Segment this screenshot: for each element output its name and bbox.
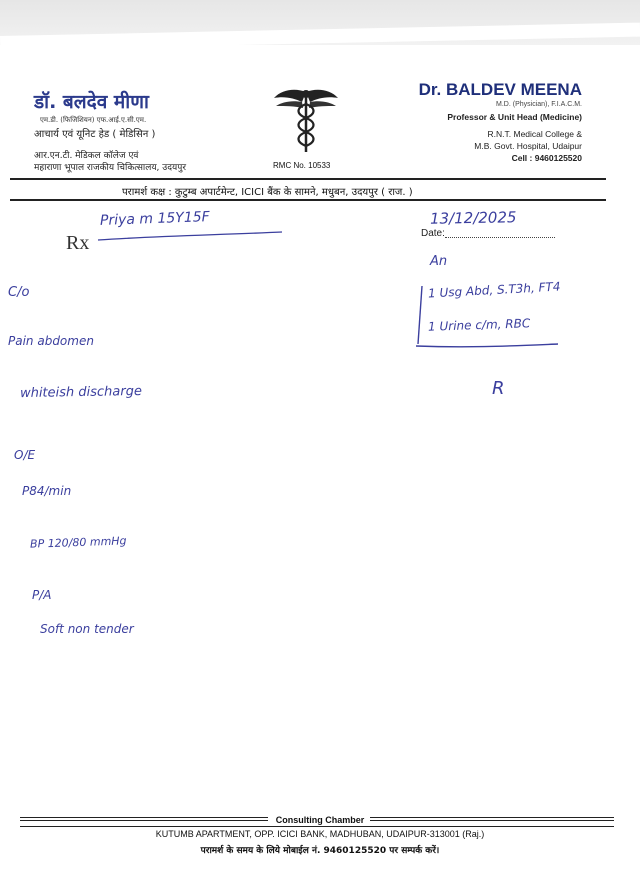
college-english-line2: M.B. Govt. Hospital, Udaipur bbox=[474, 141, 582, 151]
doctor-title-hindi: आचार्य एवं यूनिट हेड ( मेडिसिन ) bbox=[34, 129, 156, 140]
doctor-title-english: Professor & Unit Head (Medicine) bbox=[447, 112, 582, 122]
handwritten-exam-head: O/E bbox=[14, 448, 36, 462]
handwritten-complaint-2: whiteish discharge bbox=[19, 383, 143, 402]
footer-phone: परामर्श के समय के लिये मोबाईल नं. 9460125520 पर सम्पर्क करें। bbox=[200, 846, 440, 856]
handwritten-signature: R bbox=[492, 378, 505, 399]
handwritten-pa-finding: Soft non tender bbox=[40, 622, 134, 636]
rmc-number: RMC No. 10533 bbox=[273, 161, 331, 170]
doctor-degrees-english: M.D. (Physician), F.I.A.C.M. bbox=[496, 101, 582, 108]
header-rule-bottom bbox=[10, 199, 606, 201]
doctor-name-hindi: डॉ. बलदेव मीणा bbox=[34, 91, 149, 113]
handwritten-advice-line1: 1 Usg Abd, S.T3h, FT4 bbox=[427, 279, 561, 301]
consult-address-hindi: परामर्श कक्ष : कुटुम्ब अपार्टमेन्ट, ICICI बैंक के सामने, मधुबन, उदयपुर ( राज. ) bbox=[122, 187, 413, 198]
footer-title: Consulting Chamber bbox=[275, 815, 365, 825]
doctor-cell: Cell : 9460125520 bbox=[511, 153, 582, 163]
date-dotted-line bbox=[445, 237, 555, 238]
handwritten-advice-head: An bbox=[430, 254, 448, 269]
handwritten-patient: Priya m 15Y15F bbox=[99, 209, 210, 229]
handwritten-complaint-1: Pain abdomen bbox=[8, 334, 94, 348]
footer-rule-full bbox=[20, 826, 614, 827]
caduceus-icon bbox=[272, 86, 340, 156]
handwritten-complaints-head: C/o bbox=[8, 285, 30, 300]
footer-address: KUTUMB APARTMENT, OPP. ICICI BANK, MADHUBAN, UDAIPUR-313001 (Raj.) bbox=[155, 829, 485, 839]
handwritten-advice-line2: 1 Urine c/m, RBC bbox=[427, 316, 531, 334]
doctor-degrees-hindi: एम.डी. (फिजिशियन) एफ.आई.ए.सी.एम. bbox=[40, 116, 147, 124]
handwritten-pa-head: P/A bbox=[32, 588, 52, 602]
handwritten-bp: BP 120/80 mmHg bbox=[29, 534, 127, 551]
rx-symbol: Rx bbox=[66, 232, 90, 254]
date-label: Date: bbox=[421, 228, 445, 239]
header-rule-top bbox=[10, 178, 606, 180]
handwritten-pulse: P84/min bbox=[22, 484, 72, 498]
college-hindi-line1: आर.एन.टी. मेडिकल कॉलेज एवं bbox=[34, 151, 139, 161]
handwritten-date: 13/12/2025 bbox=[429, 208, 517, 228]
patient-underline bbox=[96, 230, 286, 244]
college-hindi-line2: महाराणा भूपाल राजकीय चिकित्सालय, उदयपुर bbox=[34, 163, 186, 173]
college-english-line1: R.N.T. Medical College & bbox=[487, 129, 582, 139]
doctor-name-english: Dr. BALDEV MEENA bbox=[418, 80, 582, 99]
